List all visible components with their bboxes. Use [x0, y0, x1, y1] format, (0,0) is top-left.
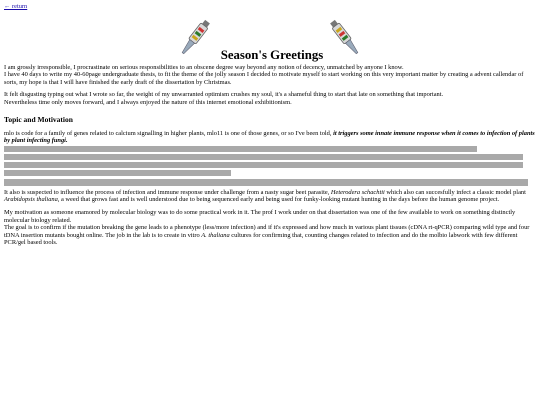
goal-text-b: cultures for confirming that, counting changes related to infection and do the molbio labwork with few different PCR/gel based tools.: [4, 231, 518, 247]
redacted-block: [4, 146, 536, 186]
suspect-text-a: It also is suspected to influence the process of infection and immune response under challenge from a nasty sugar beet parasite,: [4, 188, 331, 196]
page-title: Season's Greetings: [220, 47, 324, 62]
topic-heading: Topic and Motivation: [4, 114, 73, 124]
intro-line-2: I have 40 days to write my 40-60page undergraduate thesis, to fit the theme of the jolly season I decided to motivate myself to start working on this very important matter by creating a advent callendar of sorts, my hope is that I will have finished the early draft of the dissertation by Christmas.: [4, 71, 524, 86]
mlo-text: mlo is code for a family of genes related to calcium signalling in higher plants, mlo11 is one of those genes, or so I've been told,: [4, 129, 334, 137]
species-a-thaliana: A. thaliana: [201, 231, 230, 239]
redaction-bar: [4, 146, 477, 153]
intro-line-1: I am grossly irresponsible, I procrastinate on serious responsibilities to an obscene degree way beyond any notion of decency, unmatched by anyone I know.: [4, 63, 404, 71]
procrastination-paragraph: [4, 91, 536, 106]
species-arabidopsis: Arabidopsis thaliana: [4, 196, 58, 204]
goal-text-a: The goal is to confirm if the mutation breaking the gene leads to a phenotype (less/more infection) and if it's expressed and how much in various plant tissues (cDNA rt-qPCR) comparing wild type and four tDNA insertion mutants bought online. The job in the lab is to create in vitro: [4, 224, 530, 239]
species-heterodera: Heterodera schachtii: [330, 188, 385, 196]
page: [4, 3, 536, 252]
redaction-bar: [4, 162, 523, 169]
return-link[interactable]: ← return: [4, 3, 28, 10]
procrastination-line-2: Nevertheless time only moves forward, and I always enjoyed the nature of this internet emotional exhibitionism.: [4, 98, 292, 106]
mlo-paragraph: [4, 130, 536, 145]
suspect-text-c: , a weed that grows fast and is well understood due to being sequenced early and being used for funky-looking mutant hunting in the days before the human genome project.: [57, 196, 500, 204]
header: [4, 12, 536, 64]
suspect-text-b: which also can succesfully infect a classic model plant: [384, 188, 526, 196]
redaction-bar: [4, 170, 231, 177]
procrastination-line-1: It felt disgusting typing out what I wrote so far, the weight of my unwarranted optimism crushes my soul, it's a shameful thing to start that late on something that important.: [4, 91, 444, 99]
redaction-bar: [4, 179, 528, 186]
redaction-bar: [4, 154, 523, 161]
mlo-emphasis: it triggers some innate immune response when it comes to infection of plants by plant infecting fungi.: [4, 129, 535, 145]
motivation-line-1: My motivation as someone enamored by molecular biology was to do some practical work in it. The prof I work under on that dissertation was one of the few available to work on something distinctly molecular biology related.: [4, 208, 516, 224]
intro-paragraph: [4, 64, 536, 87]
motivation-paragraph: [4, 209, 536, 247]
suspect-paragraph: [4, 189, 536, 204]
